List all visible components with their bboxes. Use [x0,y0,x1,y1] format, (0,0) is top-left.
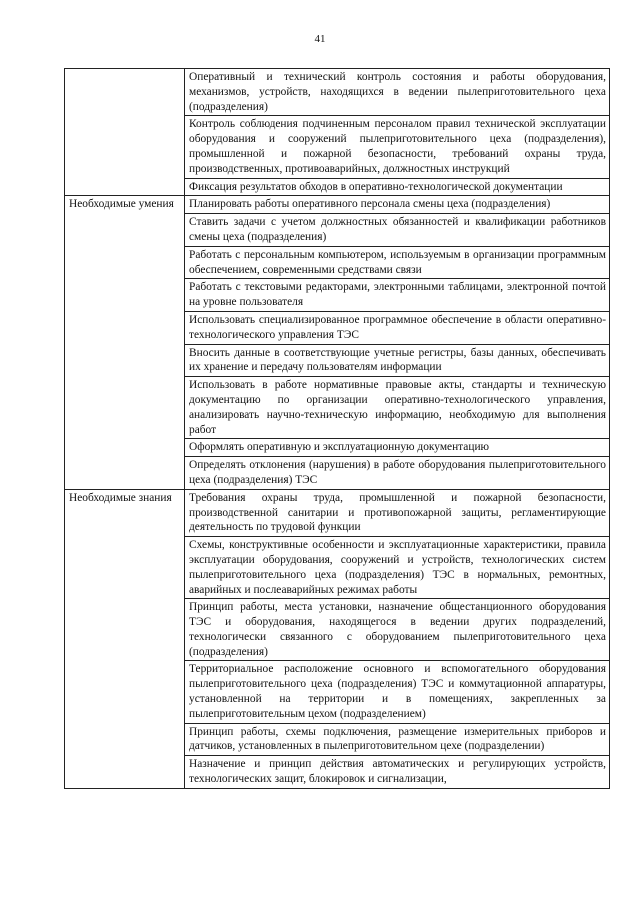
section-label-empty [65,69,185,196]
table-cell-text: Контроль соблюдения подчиненным персоналом правил технической эксплуатации оборудования и сооружений пылеприготовительного цеха (подразделения), промышленной и пожарной безопасности, требований охраны труда, производственных, противоаварийных, должностных инструкций [185,116,610,178]
table-cell-text: Назначение и принцип действия автоматических и регулирующих устройств, технологических защит, блокировок и сигнализации, [185,756,610,789]
table-row [65,489,610,536]
table-cell-text: Принцип работы, места установки, назначение общестанционного оборудования ТЭС и оборудования, находящегося в ведении других подразделений, технологически связанного с оборудованием пылеприготовительного цеха (подразделения) [185,599,610,661]
table-cell-text: Фиксация результатов обходов в оперативно-технологической документации [185,178,610,196]
page-number: 41 [314,33,326,45]
table-cell-text: Территориальное расположение основного и вспомогательного оборудования пылеприготовительного цеха (подразделения) ТЭС и коммутационной аппаратуры, установленной на территории и в помещениях, закрепленных за пылеприготовительным цехом (подразделением) [185,661,610,723]
table-cell-text: Работать с текстовыми редакторами, электронными таблицами, электронной почтой на уровне пользователя [185,279,610,312]
table-row [65,196,610,214]
table-cell-text: Принцип работы, схемы подключения, размещение измерительных приборов и датчиков, установленных в пылеприготовительном цехе (подразделении) [185,723,610,756]
competency-table [64,68,610,789]
section-label-skills: Необходимые умения [65,196,185,489]
table-cell-text: Схемы, конструктивные особенности и эксплуатационные характеристики, правила эксплуатации оборудования, сооружений и устройств, технологических систем пылеприготовительного цеха (подразделения) ТЭС в нормальных, ремонтных, аварийных и послеаварийных режимах работы [185,537,610,599]
section-label-knowledge: Необходимые знания [65,489,185,788]
table-cell-text: Оформлять оперативную и эксплуатационную документацию [185,439,610,457]
table-cell-text: Вносить данные в соответствующие учетные регистры, базы данных, обеспечивать их хранение и передачу пользователям информации [185,344,610,377]
table-row [65,69,610,116]
table-cell-text: Планировать работы оперативного персонала смены цеха (подразделения) [185,196,610,214]
table-cell-text: Использовать в работе нормативные правовые акты, стандарты и техническую документацию по организации оперативно-технологического управления, анализировать научно-техническую информацию, необходимую для выполнения работ [185,377,610,439]
table-cell-text: Требования охраны труда, промышленной и пожарной безопасности, производственной санитарии и противопожарной защиты, регламентирующие деятельность по трудовой функции [185,489,610,536]
table-cell-text: Работать с персональным компьютером, используемым в организации программным обеспечением, современными средствами связи [185,246,610,279]
table-cell-text: Определять отклонения (нарушения) в работе оборудования пылеприготовительного цеха (подразделения) ТЭС [185,457,610,490]
table-cell-text: Использовать специализированное программное обеспечение в области оперативно-технологического управления ТЭС [185,311,610,344]
table-cell-text: Оперативный и технический контроль состояния и работы оборудования, механизмов, устройств, находящихся в ведении пылеприготовительного цеха (подразделения) [185,69,610,116]
table-cell-text: Ставить задачи с учетом должностных обязанностей и квалификации работников смены цеха (подразделения) [185,214,610,247]
